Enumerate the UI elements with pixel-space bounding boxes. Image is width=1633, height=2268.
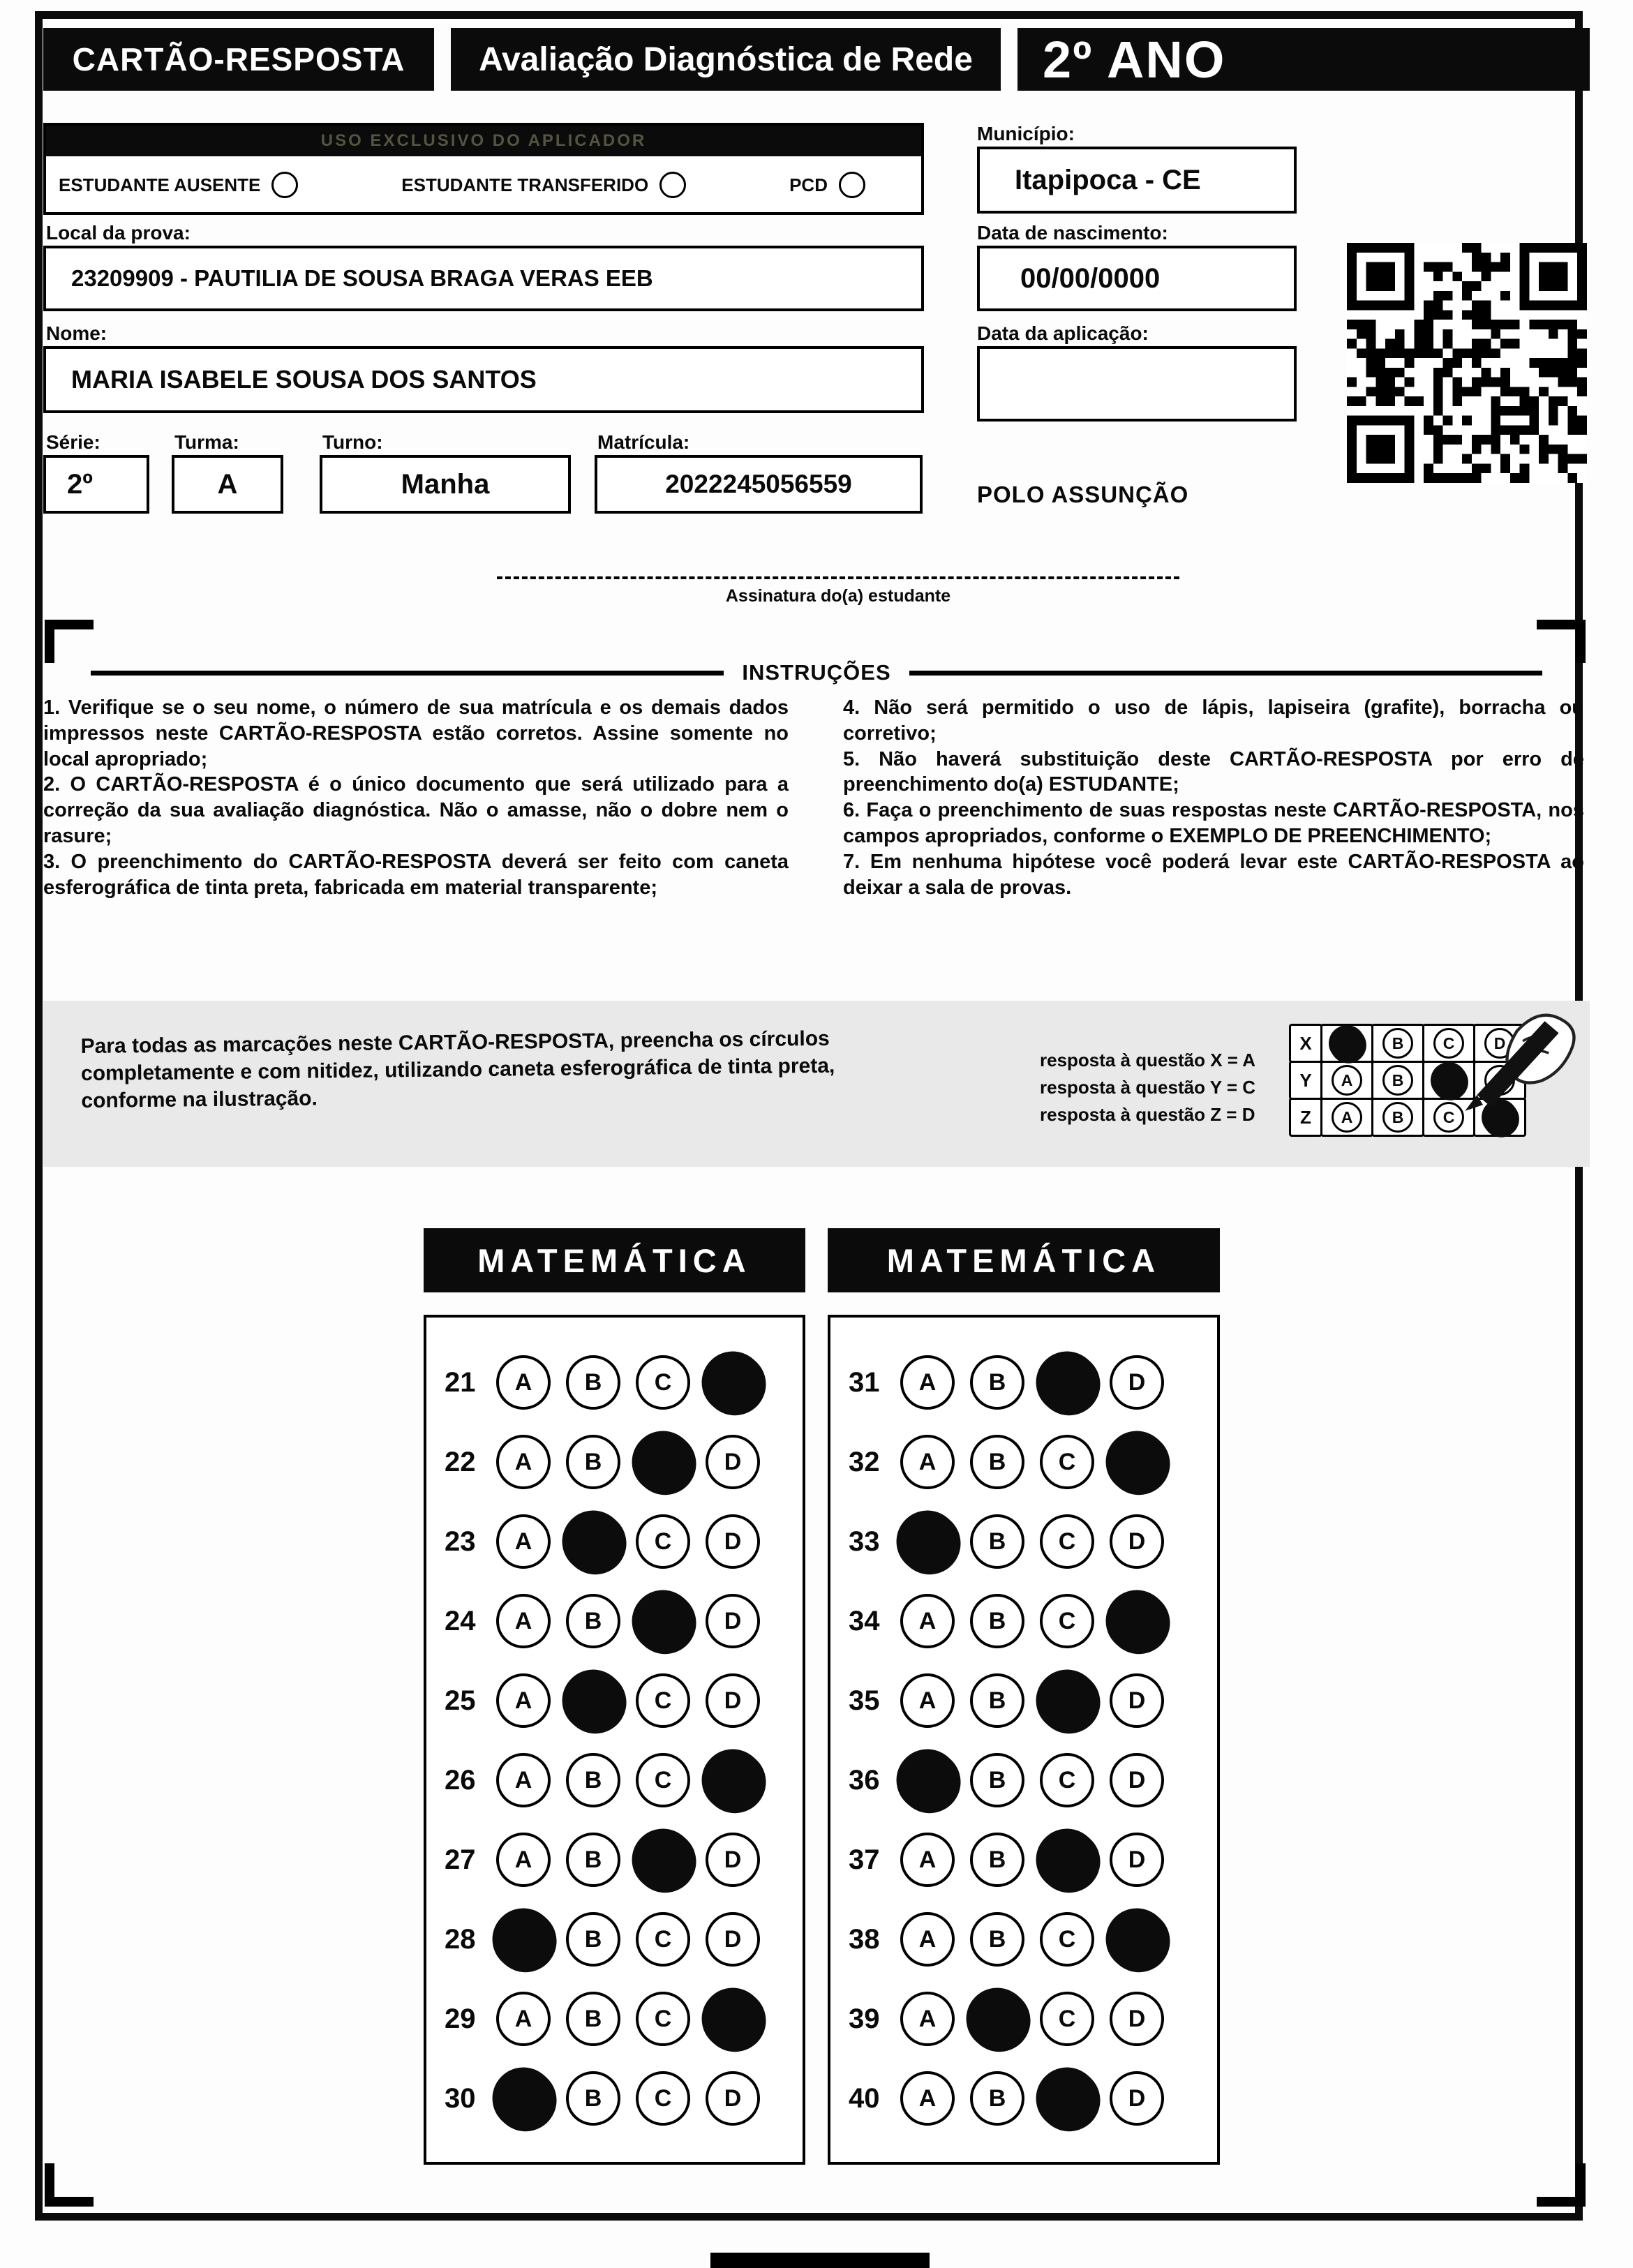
applicator-option-bubble[interactable] bbox=[839, 172, 865, 198]
answer-row bbox=[426, 1502, 803, 1581]
turma-label: Turma: bbox=[174, 431, 239, 453]
example-legend bbox=[1040, 1047, 1255, 1128]
nascimento-value-box: 00/00/0000 bbox=[977, 246, 1297, 311]
question-number: 37 bbox=[849, 1844, 880, 1875]
bubble-q23-A[interactable]: A bbox=[496, 1514, 551, 1569]
matricula-label: Matrícula: bbox=[597, 431, 690, 453]
question-number: 31 bbox=[849, 1366, 880, 1398]
bubble-q32-B[interactable]: B bbox=[970, 1435, 1024, 1489]
instruction-item: 6. Faça o preenchimento de suas respostas neste CARTÃO-RESPOSTA, nos campos apropriados, conforme o EXEMPLO DE PREENCHIMENTO; bbox=[843, 799, 1584, 848]
bubble-q29-A[interactable]: A bbox=[496, 1992, 551, 2046]
question-number: 24 bbox=[445, 1605, 476, 1636]
example-bubble-X-B: B bbox=[1382, 1028, 1413, 1059]
bubble-q40-B[interactable]: B bbox=[970, 2071, 1024, 2126]
fill-example-band bbox=[43, 1001, 1590, 1167]
answer-row bbox=[426, 1900, 803, 1979]
applicator-option bbox=[59, 172, 298, 198]
bubble-q36-D[interactable]: D bbox=[1110, 1753, 1164, 1807]
answer-row bbox=[830, 1900, 1217, 1979]
bubble-q21-A[interactable]: A bbox=[496, 1355, 551, 1410]
example-bubble-X-D: D bbox=[1484, 1028, 1515, 1059]
card-title-badge: CARTÃO-RESPOSTA bbox=[43, 28, 434, 91]
bubble-q34-C[interactable]: C bbox=[1040, 1594, 1094, 1648]
bubble-q35-D[interactable]: D bbox=[1110, 1673, 1164, 1728]
example-legend-line: resposta à questão Z = D bbox=[1040, 1104, 1255, 1125]
instructions-header bbox=[91, 660, 1542, 685]
bubble-q34-D[interactable] bbox=[1102, 1586, 1172, 1656]
bubble-q21-D[interactable] bbox=[698, 1348, 768, 1417]
bubble-q23-B[interactable] bbox=[558, 1507, 628, 1576]
instruction-item: 2. O CARTÃO-RESPOSTA é o único documento que será utilizado para a correção da sua avaliação diagnóstica. Não o amasse, não o dobre nem o rasure; bbox=[43, 773, 789, 848]
local-label: Local da prova: bbox=[46, 222, 191, 244]
question-number: 26 bbox=[445, 1764, 476, 1796]
subject-header-right: MATEMÁTICA bbox=[828, 1228, 1220, 1292]
example-bubble-X-C: C bbox=[1433, 1028, 1464, 1059]
question-number: 29 bbox=[445, 2003, 476, 2034]
bubble-q36-B[interactable]: B bbox=[970, 1753, 1024, 1807]
bubble-q27-D[interactable]: D bbox=[706, 1833, 760, 1887]
instructions-left bbox=[43, 695, 789, 901]
bubble-q22-B[interactable]: B bbox=[566, 1435, 620, 1489]
question-number: 21 bbox=[445, 1366, 476, 1398]
applicator-option-label: ESTUDANTE AUSENTE bbox=[59, 174, 261, 195]
bubble-q28-A[interactable] bbox=[489, 1904, 558, 1974]
nascimento-label: Data de nascimento: bbox=[977, 222, 1168, 244]
bubble-q25-D[interactable]: D bbox=[706, 1673, 760, 1728]
bubble-q36-A[interactable] bbox=[893, 1745, 962, 1815]
answer-row bbox=[830, 1343, 1217, 1422]
bubble-q31-C[interactable] bbox=[1032, 1348, 1102, 1417]
question-number: 32 bbox=[849, 1446, 880, 1477]
applicator-option-bubble[interactable] bbox=[271, 172, 298, 198]
bubble-q31-B[interactable]: B bbox=[970, 1355, 1024, 1410]
question-number: 33 bbox=[849, 1525, 880, 1557]
answer-row bbox=[426, 2059, 803, 2138]
bubble-q28-B[interactable]: B bbox=[566, 1912, 620, 1967]
nome-value-box: MARIA ISABELE SOUSA DOS SANTOS bbox=[43, 346, 924, 413]
bubble-q26-C[interactable]: C bbox=[636, 1753, 690, 1807]
question-number: 28 bbox=[445, 1923, 476, 1955]
turno-label: Turno: bbox=[322, 431, 383, 453]
bubble-q32-D[interactable] bbox=[1102, 1427, 1172, 1497]
answer-row bbox=[830, 1661, 1217, 1740]
applicator-option bbox=[401, 172, 686, 198]
serie-label: Série: bbox=[46, 431, 100, 453]
example-row-label: Z bbox=[1289, 1098, 1322, 1137]
registration-mark-bottom-right bbox=[1537, 2163, 1586, 2207]
serie-value-box: 2º bbox=[43, 455, 149, 514]
instruction-item: 7. Em nenhuma hipótese você poderá levar este CARTÃO-RESPOSTA ao deixar a sala de provas. bbox=[843, 850, 1584, 899]
example-cell bbox=[1371, 1061, 1424, 1100]
registration-mark-bottom-left bbox=[45, 2163, 94, 2207]
local-value-box: 23209909 - PAUTILIA DE SOUSA BRAGA VERAS EEB bbox=[43, 246, 924, 311]
bubble-q24-A[interactable]: A bbox=[496, 1594, 551, 1648]
answer-grid bbox=[828, 1315, 1220, 2165]
bubble-q26-A[interactable]: A bbox=[496, 1753, 551, 1807]
bubble-q24-D[interactable]: D bbox=[706, 1594, 760, 1648]
question-number: 38 bbox=[849, 1923, 880, 1955]
turno-value-box: Manha bbox=[320, 455, 571, 514]
bubble-q37-C[interactable] bbox=[1032, 1825, 1102, 1895]
example-bubble-Z-A: A bbox=[1332, 1102, 1362, 1133]
example-cell bbox=[1371, 1098, 1424, 1137]
question-number: 40 bbox=[849, 2082, 880, 2114]
bubble-q22-C[interactable] bbox=[628, 1427, 698, 1497]
applicator-option-label: ESTUDANTE TRANSFERIDO bbox=[401, 174, 649, 195]
question-number: 35 bbox=[849, 1685, 880, 1716]
applicator-option-label: PCD bbox=[789, 174, 828, 195]
header bbox=[43, 28, 1590, 91]
bubble-q40-C[interactable] bbox=[1032, 2064, 1102, 2133]
example-cell bbox=[1320, 1024, 1373, 1063]
matricula-value-box: 2022245056559 bbox=[595, 455, 923, 514]
signature-label: Assinatura do(a) estudante bbox=[725, 586, 951, 606]
bubble-q29-D[interactable] bbox=[698, 1984, 768, 2054]
bubble-q27-B[interactable]: B bbox=[566, 1833, 620, 1887]
bubble-q30-B[interactable]: B bbox=[566, 2071, 620, 2126]
instructions-title: INSTRUÇÕES bbox=[742, 660, 891, 685]
answer-row bbox=[830, 1581, 1217, 1661]
example-bubble-Z-B: B bbox=[1382, 1102, 1413, 1133]
aplicacao-label: Data da aplicação: bbox=[977, 322, 1149, 344]
answer-row bbox=[426, 1740, 803, 1820]
example-bubble-X-A bbox=[1326, 1022, 1368, 1064]
bubble-q22-A[interactable]: A bbox=[496, 1435, 551, 1489]
bubble-q26-D[interactable] bbox=[698, 1745, 768, 1815]
bubble-q30-C[interactable]: C bbox=[636, 2071, 690, 2126]
example-legend-line: resposta à questão X = A bbox=[1040, 1050, 1255, 1070]
applicator-options bbox=[46, 156, 921, 214]
signature-line[interactable] bbox=[497, 576, 1179, 579]
bubble-q35-B[interactable]: B bbox=[970, 1673, 1024, 1728]
instruction-item: 3. O preenchimento do CARTÃO-RESPOSTA deverá ser feito com caneta esferográfica de tinta preta, fabricada em material transparente; bbox=[43, 850, 789, 899]
question-number: 34 bbox=[849, 1605, 880, 1636]
instruction-item: 1. Verifique se o seu nome, o número de sua matrícula e os demais dados impressos neste CARTÃO-RESPOSTA estão corretos. Assine somente no local apropriado; bbox=[43, 696, 789, 770]
hand-pen-icon bbox=[1455, 980, 1595, 1126]
example-row-label: Y bbox=[1289, 1061, 1322, 1100]
bubble-q37-A[interactable]: A bbox=[900, 1833, 955, 1887]
applicator-box bbox=[43, 123, 924, 215]
bubble-q38-A[interactable]: A bbox=[900, 1912, 955, 1967]
bubble-q25-B[interactable] bbox=[558, 1666, 628, 1736]
instruction-item: 5. Não haverá substituição deste CARTÃO-RESPOSTA por erro de preenchimento do(a) ESTUDANTE; bbox=[843, 747, 1584, 796]
answer-row bbox=[426, 1979, 803, 2059]
applicator-option bbox=[789, 172, 865, 198]
example-row-label: X bbox=[1289, 1024, 1322, 1063]
bubble-q32-C[interactable]: C bbox=[1040, 1435, 1094, 1489]
bubble-q39-C[interactable]: C bbox=[1040, 1992, 1094, 2046]
bubble-q27-A[interactable]: A bbox=[496, 1833, 551, 1887]
bubble-q21-C[interactable]: C bbox=[636, 1355, 690, 1410]
bubble-q28-D[interactable]: D bbox=[706, 1912, 760, 1967]
answer-row bbox=[830, 1740, 1217, 1820]
bubble-q39-A[interactable]: A bbox=[900, 1992, 955, 2046]
bubble-q34-B[interactable]: B bbox=[970, 1594, 1024, 1648]
bubble-q30-A[interactable] bbox=[489, 2064, 558, 2133]
bubble-q24-C[interactable] bbox=[628, 1586, 698, 1656]
bubble-q22-D[interactable]: D bbox=[706, 1435, 760, 1489]
bubble-q34-A[interactable]: A bbox=[900, 1594, 955, 1648]
answer-row bbox=[830, 1979, 1217, 2059]
example-legend-line: resposta à questão Y = C bbox=[1040, 1077, 1256, 1098]
bubble-q29-C[interactable]: C bbox=[636, 1992, 690, 2046]
answer-row bbox=[830, 1820, 1217, 1900]
bubble-q21-B[interactable]: B bbox=[566, 1355, 620, 1410]
bubble-q37-D[interactable]: D bbox=[1110, 1833, 1164, 1887]
bubble-q35-C[interactable] bbox=[1032, 1666, 1102, 1736]
bubble-q31-A[interactable]: A bbox=[900, 1355, 955, 1410]
example-cell bbox=[1371, 1024, 1424, 1063]
aplicacao-value-box bbox=[977, 346, 1297, 421]
instructions-right bbox=[843, 695, 1584, 901]
nome-label: Nome: bbox=[46, 322, 107, 344]
question-number: 27 bbox=[445, 1844, 476, 1875]
answer-grid bbox=[424, 1315, 805, 2165]
question-number: 30 bbox=[445, 2082, 476, 2114]
example-bubble-Y-A: A bbox=[1332, 1065, 1362, 1096]
qr-code-icon bbox=[1347, 243, 1587, 483]
bubble-q28-C[interactable]: C bbox=[636, 1912, 690, 1967]
answer-row bbox=[830, 1422, 1217, 1502]
example-bubble-Z-C: C bbox=[1433, 1102, 1464, 1133]
bubble-q36-C[interactable]: C bbox=[1040, 1753, 1094, 1807]
bubble-q40-A[interactable]: A bbox=[900, 2071, 955, 2126]
example-cell bbox=[1320, 1061, 1373, 1100]
bubble-q40-D[interactable]: D bbox=[1110, 2071, 1164, 2126]
question-number: 36 bbox=[849, 1764, 880, 1796]
bubble-q38-D[interactable] bbox=[1102, 1904, 1172, 1974]
bubble-q24-B[interactable]: B bbox=[566, 1594, 620, 1648]
bubble-q25-A[interactable]: A bbox=[496, 1673, 551, 1728]
exam-title-badge: Avaliação Diagnóstica de Rede bbox=[451, 28, 1001, 91]
bubble-q35-A[interactable]: A bbox=[900, 1673, 955, 1728]
question-number: 23 bbox=[445, 1525, 476, 1557]
bubble-q32-A[interactable]: A bbox=[900, 1435, 955, 1489]
divider-line bbox=[909, 671, 1542, 676]
bubble-q30-D[interactable]: D bbox=[706, 2071, 760, 2126]
turma-value-box: A bbox=[172, 455, 283, 514]
bubble-q33-B[interactable]: B bbox=[970, 1514, 1024, 1569]
registration-mark-top-left bbox=[45, 620, 94, 663]
bubble-q33-D[interactable]: D bbox=[1110, 1514, 1164, 1569]
registration-mark-top-right bbox=[1537, 620, 1586, 663]
answer-row bbox=[426, 1820, 803, 1900]
question-number: 25 bbox=[445, 1685, 476, 1716]
municipio-label: Município: bbox=[977, 123, 1075, 144]
answer-row bbox=[426, 1661, 803, 1740]
answer-row bbox=[426, 1343, 803, 1422]
timing-mark bbox=[710, 2253, 930, 2268]
question-number: 39 bbox=[849, 2003, 880, 2034]
answer-row bbox=[830, 2059, 1217, 2138]
instruction-item: 4. Não será permitido o uso de lápis, lapiseira (grafite), borracha ou corretivo; bbox=[843, 696, 1584, 745]
divider-line bbox=[91, 671, 724, 676]
bubble-q23-D[interactable]: D bbox=[706, 1514, 760, 1569]
example-cell bbox=[1320, 1098, 1373, 1137]
qr-code bbox=[1347, 243, 1587, 483]
example-bubble-Y-B: B bbox=[1382, 1065, 1413, 1096]
question-number: 22 bbox=[445, 1446, 476, 1477]
bubble-q39-B[interactable] bbox=[962, 1984, 1032, 2054]
bubble-q33-C[interactable]: C bbox=[1040, 1514, 1094, 1569]
answer-row bbox=[426, 1422, 803, 1502]
bubble-q31-D[interactable]: D bbox=[1110, 1355, 1164, 1410]
bubble-q39-D[interactable]: D bbox=[1110, 1992, 1164, 2046]
example-text: Para todas as marcações neste CARTÃO-RESPOSTA, preencha os círculos completamente e com nitidez, utilizando caneta esferográfica de tinta preta, conforme na ilustração. bbox=[80, 1027, 835, 1113]
bubble-q33-A[interactable] bbox=[893, 1507, 962, 1576]
answer-row bbox=[426, 1581, 803, 1661]
bubble-q38-B[interactable]: B bbox=[970, 1912, 1024, 1967]
grade-badge: 2º ANO bbox=[1017, 28, 1590, 91]
bubble-q27-C[interactable] bbox=[628, 1825, 698, 1895]
municipio-value-box: Itapipoca - CE bbox=[977, 147, 1297, 214]
polo-label: POLO ASSUNÇÃO bbox=[977, 482, 1189, 507]
bubble-q26-B[interactable]: B bbox=[566, 1753, 620, 1807]
answer-row bbox=[830, 1502, 1217, 1581]
bubble-q25-C[interactable]: C bbox=[636, 1673, 690, 1728]
applicator-bar-title: USO EXCLUSIVO DO APLICADOR bbox=[46, 126, 921, 156]
subject-header-left: MATEMÁTICA bbox=[424, 1228, 805, 1292]
bubble-q29-B[interactable]: B bbox=[566, 1992, 620, 2046]
bubble-q37-B[interactable]: B bbox=[970, 1833, 1024, 1887]
applicator-option-bubble[interactable] bbox=[659, 172, 686, 198]
bubble-q23-C[interactable]: C bbox=[636, 1514, 690, 1569]
bubble-q38-C[interactable]: C bbox=[1040, 1912, 1094, 1967]
